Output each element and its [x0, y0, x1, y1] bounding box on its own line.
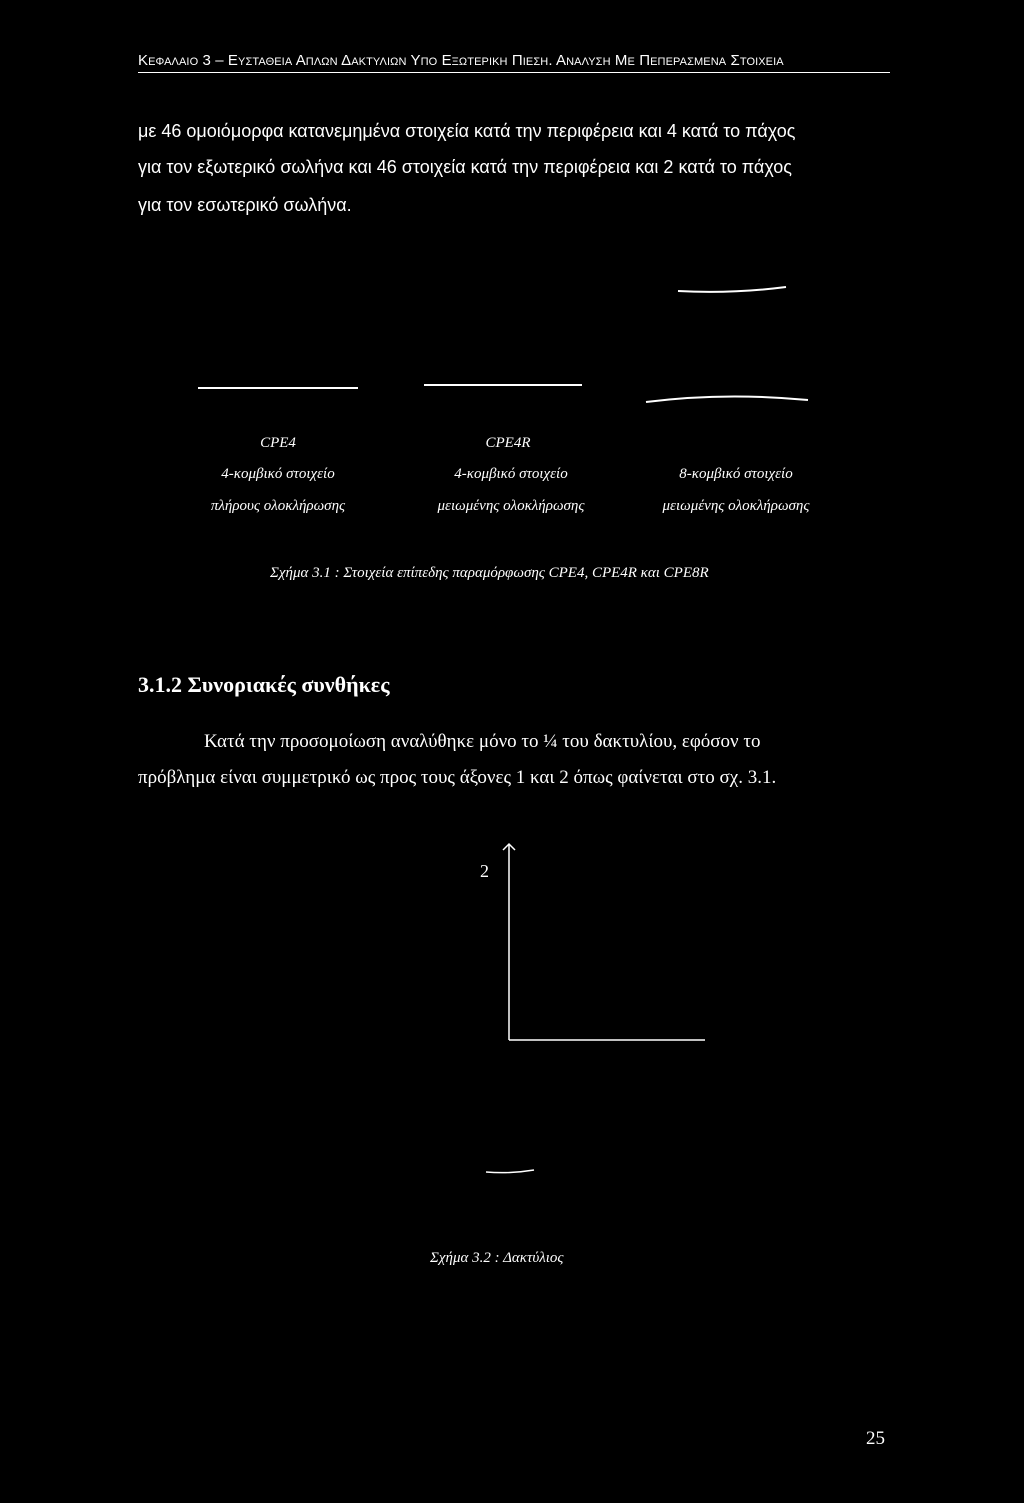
ring-inner-edge [484, 1166, 536, 1176]
element-1-line2: πλήρους ολοκλήρωσης [210, 498, 346, 514]
section-paragraph-line-1: Κατά την προσομοίωση αναλύθηκε μόνο το ¼ του δακτυλίου, εφόσον το [204, 731, 761, 752]
element-2-line2: μειωμένης ολοκλήρωσης [437, 498, 585, 514]
cpe8r-element-edge [644, 388, 810, 404]
page-number: 25 [866, 1428, 885, 1449]
element-2-line1: 4-κομβικό στοιχείο [454, 466, 568, 482]
element-3-line2: μειωμένης ολοκλήρωσης [662, 498, 810, 514]
figure-3-2-caption: Σχήμα 3.2 : Δακτύλιος [430, 1250, 564, 1266]
header-rule [138, 72, 890, 73]
element-1-name: CPE4 [260, 435, 296, 451]
cpe4r-element-edge [424, 384, 582, 386]
running-header: Κεφαλαιο 3 – Ευσταθεια Απλων Δακτυλιων Υπο Εξωτερικη Πιεση. Αναλυση Με Πεπερασμενα Στοιχεια [138, 52, 784, 69]
element-2-name: CPE4R [485, 435, 531, 451]
section-heading: 3.1.2 Συνοριακές συνθήκες [138, 672, 390, 697]
section-paragraph-line-2: πρόβλημα είναι συμμετρικό ως προς τους άξονες 1 και 2 όπως φαίνεται στο σχ. 3.1. [138, 767, 777, 788]
symmetry-axes [495, 842, 710, 1047]
figure-3-1-caption: Σχήμα 3.1 : Στοιχεία επίπεδης παραμόρφωσης CPE4, CPE4R και CPE8R [270, 565, 709, 581]
cpe4-element-edge [198, 387, 358, 389]
intro-line-1: με 46 ομοιόμορφα κατανεμημένα στοιχεία κατά την περιφέρεια και 4 κατά το πάχος [138, 121, 796, 141]
axis-2-label: 2 [480, 861, 489, 881]
cpe8r-element-top-edge [676, 283, 788, 295]
intro-line-2: για τον εξωτερικό σωλήνα και 46 στοιχεία κατά την περιφέρεια και 2 κατά το πάχος [138, 157, 792, 177]
element-1-line1: 4-κομβικό στοιχείο [221, 466, 335, 482]
element-3-line1: 8-κομβικό στοιχείο [679, 466, 793, 482]
intro-line-3: για τον εσωτερικό σωλήνα. [138, 195, 352, 215]
